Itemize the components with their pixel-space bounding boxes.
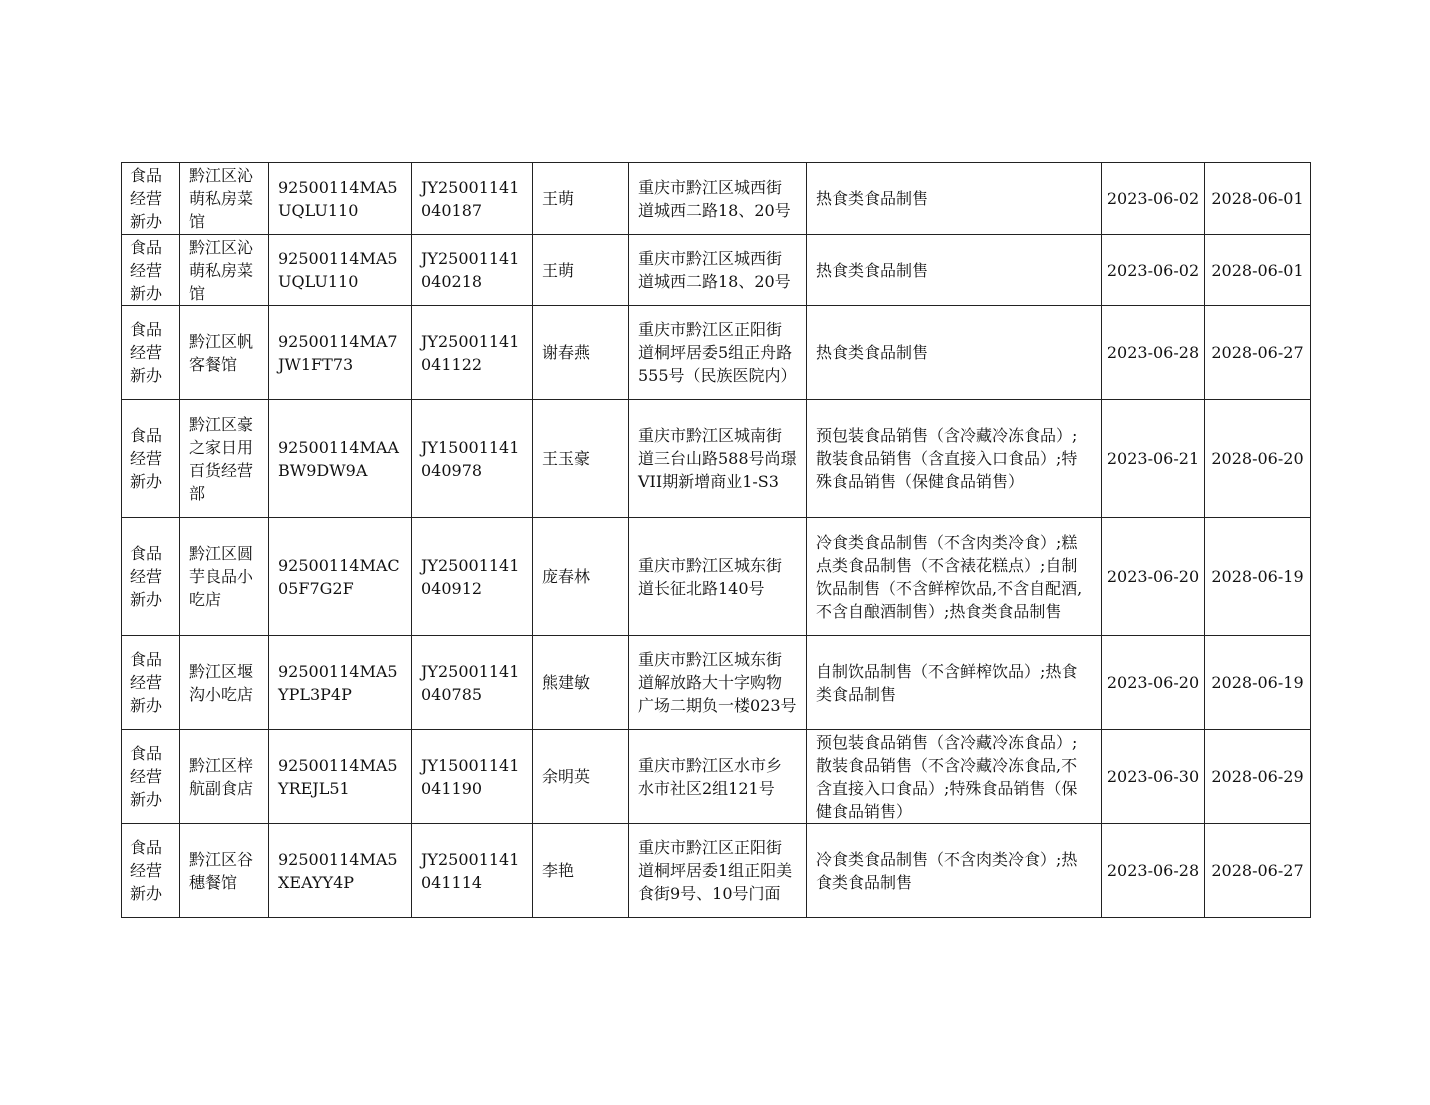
cell-issue-date: 2023-06-28	[1102, 306, 1205, 400]
table-row	[122, 730, 1311, 824]
cell-address: 重庆市黔江区正阳街道桐坪居委5组正舟路555号（民族医院内）	[629, 306, 807, 400]
cell-expiry-date: 2028-06-27	[1205, 824, 1311, 918]
table-row	[122, 235, 1311, 306]
cell-legal-rep: 谢春燕	[533, 306, 629, 400]
cell-address: 重庆市黔江区城南街道三台山路588号尚璟VII期新增商业1-S3	[629, 400, 807, 518]
cell-issue-date: 2023-06-30	[1102, 730, 1205, 824]
cell-issue-date: 2023-06-20	[1102, 636, 1205, 730]
cell-type: 食品经营新办	[122, 306, 180, 400]
cell-license-no: JY25001141041122	[412, 306, 533, 400]
cell-legal-rep: 李艳	[533, 824, 629, 918]
cell-legal-rep: 王玉豪	[533, 400, 629, 518]
cell-type: 食品经营新办	[122, 824, 180, 918]
cell-issue-date: 2023-06-28	[1102, 824, 1205, 918]
cell-name: 黔江区梓航副食店	[180, 730, 269, 824]
cell-scope: 冷食类食品制售（不含肉类冷食）;糕点类食品制售（不含裱花糕点）;自制饮品制售（不含鲜榨饮品,不含自配酒,不含自酿酒制售）;热食类食品制售	[807, 518, 1102, 636]
cell-issue-date: 2023-06-02	[1102, 163, 1205, 235]
cell-license-no: JY25001141040912	[412, 518, 533, 636]
cell-credit-code: 92500114MA5XEAYY4P	[269, 824, 412, 918]
cell-name: 黔江区帆客餐馆	[180, 306, 269, 400]
cell-scope: 冷食类食品制售（不含肉类冷食）;热食类食品制售	[807, 824, 1102, 918]
cell-credit-code: 92500114MAC05F7G2F	[269, 518, 412, 636]
cell-license-no: JY15001141040978	[412, 400, 533, 518]
table-row	[122, 163, 1311, 235]
cell-scope: 预包装食品销售（含冷藏冷冻食品）;散装食品销售（含直接入口食品）;特殊食品销售（保健食品销售）	[807, 400, 1102, 518]
cell-scope: 热食类食品制售	[807, 163, 1102, 235]
license-table	[121, 162, 1311, 918]
cell-address: 重庆市黔江区水市乡水市社区2组121号	[629, 730, 807, 824]
cell-type: 食品经营新办	[122, 636, 180, 730]
cell-issue-date: 2023-06-21	[1102, 400, 1205, 518]
cell-address: 重庆市黔江区城西街道城西二路18、20号	[629, 163, 807, 235]
cell-expiry-date: 2028-06-19	[1205, 636, 1311, 730]
cell-legal-rep: 余明英	[533, 730, 629, 824]
cell-type: 食品经营新办	[122, 400, 180, 518]
table-row	[122, 824, 1311, 918]
cell-expiry-date: 2028-06-01	[1205, 235, 1311, 306]
cell-credit-code: 92500114MAABW9DW9A	[269, 400, 412, 518]
cell-name: 黔江区圆芋良品小吃店	[180, 518, 269, 636]
cell-expiry-date: 2028-06-20	[1205, 400, 1311, 518]
cell-credit-code: 92500114MA5UQLU110	[269, 235, 412, 306]
cell-credit-code: 92500114MA5YREJL51	[269, 730, 412, 824]
cell-scope: 热食类食品制售	[807, 306, 1102, 400]
cell-name: 黔江区堰沟小吃店	[180, 636, 269, 730]
cell-expiry-date: 2028-06-01	[1205, 163, 1311, 235]
cell-credit-code: 92500114MA5YPL3P4P	[269, 636, 412, 730]
cell-expiry-date: 2028-06-29	[1205, 730, 1311, 824]
cell-credit-code: 92500114MA5UQLU110	[269, 163, 412, 235]
cell-legal-rep: 王萌	[533, 235, 629, 306]
cell-address: 重庆市黔江区城东街道解放路大十字购物广场二期负一楼023号	[629, 636, 807, 730]
cell-type: 食品经营新办	[122, 163, 180, 235]
cell-type: 食品经营新办	[122, 235, 180, 306]
cell-license-no: JY15001141041190	[412, 730, 533, 824]
cell-name: 黔江区沁萌私房菜馆	[180, 163, 269, 235]
cell-license-no: JY25001141040785	[412, 636, 533, 730]
cell-issue-date: 2023-06-02	[1102, 235, 1205, 306]
cell-address: 重庆市黔江区城西街道城西二路18、20号	[629, 235, 807, 306]
cell-legal-rep: 庞春林	[533, 518, 629, 636]
cell-license-no: JY25001141040187	[412, 163, 533, 235]
cell-address: 重庆市黔江区正阳街道桐坪居委1组正阳美食街9号、10号门面	[629, 824, 807, 918]
cell-expiry-date: 2028-06-27	[1205, 306, 1311, 400]
table-row	[122, 400, 1311, 518]
cell-license-no: JY25001141040218	[412, 235, 533, 306]
cell-type: 食品经营新办	[122, 518, 180, 636]
cell-type: 食品经营新办	[122, 730, 180, 824]
cell-name: 黔江区谷穗餐馆	[180, 824, 269, 918]
cell-name: 黔江区沁萌私房菜馆	[180, 235, 269, 306]
cell-license-no: JY25001141041114	[412, 824, 533, 918]
cell-legal-rep: 王萌	[533, 163, 629, 235]
cell-name: 黔江区豪之家日用百货经营部	[180, 400, 269, 518]
cell-legal-rep: 熊建敏	[533, 636, 629, 730]
cell-issue-date: 2023-06-20	[1102, 518, 1205, 636]
cell-scope: 热食类食品制售	[807, 235, 1102, 306]
table-row	[122, 636, 1311, 730]
cell-address: 重庆市黔江区城东街道长征北路140号	[629, 518, 807, 636]
table-row	[122, 306, 1311, 400]
table-row	[122, 518, 1311, 636]
cell-scope: 自制饮品制售（不含鲜榨饮品）;热食类食品制售	[807, 636, 1102, 730]
cell-scope: 预包装食品销售（含冷藏冷冻食品）;散装食品销售（不含冷藏冷冻食品,不含直接入口食品）;特殊食品销售（保健食品销售）	[807, 730, 1102, 824]
cell-credit-code: 92500114MA7JW1FT73	[269, 306, 412, 400]
cell-expiry-date: 2028-06-19	[1205, 518, 1311, 636]
